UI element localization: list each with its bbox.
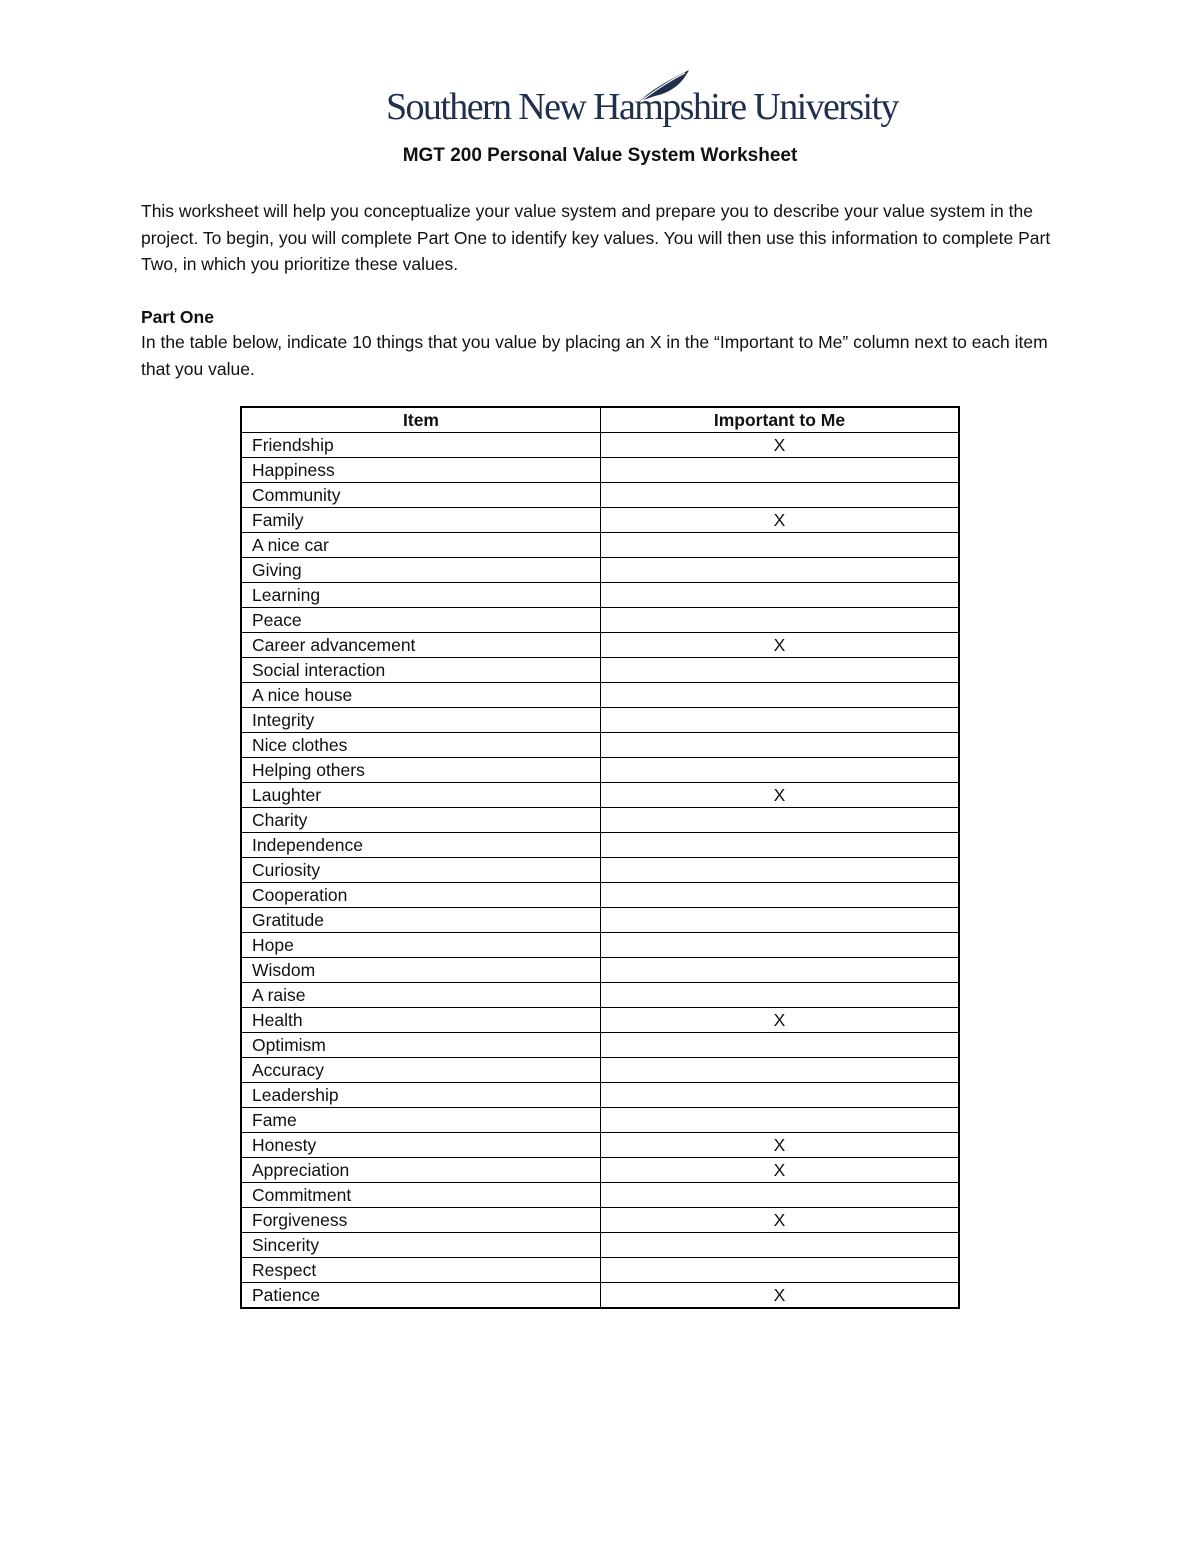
important-mark-cell: [601, 808, 960, 833]
item-cell: Learning: [241, 583, 601, 608]
important-mark-cell: X: [601, 508, 960, 533]
part-one-instructions: In the table below, indicate 10 things that you value by placing an X in the “Important to Me” column next to each item that you value.: [141, 332, 1048, 379]
table-row: [241, 983, 959, 1008]
item-cell: Giving: [241, 558, 601, 583]
item-cell: Accuracy: [241, 1058, 601, 1083]
table-row: [241, 933, 959, 958]
table-row: [241, 558, 959, 583]
important-mark-cell: X: [601, 1208, 960, 1233]
table-row: [241, 1233, 959, 1258]
table-row: [241, 658, 959, 683]
item-cell: Patience: [241, 1283, 601, 1309]
important-mark-cell: [601, 833, 960, 858]
table-row: [241, 433, 959, 458]
item-cell: Gratitude: [241, 908, 601, 933]
item-cell: Curiosity: [241, 858, 601, 883]
important-mark-cell: [601, 883, 960, 908]
item-cell: Career advancement: [241, 633, 601, 658]
item-cell: Hope: [241, 933, 601, 958]
important-mark-cell: [601, 483, 960, 508]
important-mark-cell: [601, 558, 960, 583]
item-cell: Leadership: [241, 1083, 601, 1108]
item-cell: Cooperation: [241, 883, 601, 908]
item-cell: Optimism: [241, 1033, 601, 1058]
important-mark-cell: [601, 733, 960, 758]
item-cell: Sincerity: [241, 1233, 601, 1258]
item-cell: Wisdom: [241, 958, 601, 983]
important-mark-cell: [601, 858, 960, 883]
item-cell: Community: [241, 483, 601, 508]
table-row: [241, 1158, 959, 1183]
important-mark-cell: [601, 908, 960, 933]
item-cell: Happiness: [241, 458, 601, 483]
important-mark-cell: [601, 1183, 960, 1208]
table-row: [241, 958, 959, 983]
item-cell: Helping others: [241, 758, 601, 783]
table-row: [241, 758, 959, 783]
header-item: Item: [241, 407, 601, 433]
item-cell: Nice clothes: [241, 733, 601, 758]
item-cell: Laughter: [241, 783, 601, 808]
important-mark-cell: X: [601, 1008, 960, 1033]
important-mark-cell: [601, 458, 960, 483]
values-table-body: [241, 433, 959, 1309]
important-mark-cell: [601, 708, 960, 733]
table-row: [241, 858, 959, 883]
important-mark-cell: [601, 658, 960, 683]
item-cell: Independence: [241, 833, 601, 858]
table-row: [241, 908, 959, 933]
item-cell: Respect: [241, 1258, 601, 1283]
important-mark-cell: [601, 1083, 960, 1108]
important-mark-cell: [601, 533, 960, 558]
table-row: [241, 1133, 959, 1158]
table-row: [241, 458, 959, 483]
table-row: [241, 1058, 959, 1083]
table-row: [241, 633, 959, 658]
table-row: [241, 583, 959, 608]
table-row: [241, 883, 959, 908]
important-mark-cell: [601, 1233, 960, 1258]
item-cell: Appreciation: [241, 1158, 601, 1183]
table-row: [241, 1083, 959, 1108]
item-cell: Peace: [241, 608, 601, 633]
important-mark-cell: X: [601, 783, 960, 808]
intro-paragraph: This worksheet will help you conceptualize your value system and prepare you to describe your value system in the project. To begin, you will complete Part One to identify key values. You will then use this information to complete Part Two, in which you prioritize these values.: [141, 201, 1051, 274]
important-mark-cell: [601, 933, 960, 958]
important-mark-cell: [601, 583, 960, 608]
table-row: [241, 508, 959, 533]
important-mark-cell: X: [601, 433, 960, 458]
table-row: [241, 733, 959, 758]
important-mark-cell: [601, 1033, 960, 1058]
part-one-heading: Part One: [141, 307, 214, 327]
item-cell: Family: [241, 508, 601, 533]
important-mark-cell: [601, 1258, 960, 1283]
table-row: [241, 1008, 959, 1033]
important-mark-cell: [601, 958, 960, 983]
header-important-to-me: Important to Me: [601, 407, 960, 433]
table-row: [241, 1283, 959, 1309]
table-row: [241, 1033, 959, 1058]
table-row: [241, 1183, 959, 1208]
table-row: [241, 1258, 959, 1283]
item-cell: Honesty: [241, 1133, 601, 1158]
important-mark-cell: [601, 683, 960, 708]
item-cell: A nice car: [241, 533, 601, 558]
table-row: [241, 708, 959, 733]
item-cell: A nice house: [241, 683, 601, 708]
important-mark-cell: X: [601, 1133, 960, 1158]
item-cell: Friendship: [241, 433, 601, 458]
table-row: [241, 483, 959, 508]
item-cell: Fame: [241, 1108, 601, 1133]
important-mark-cell: [601, 608, 960, 633]
item-cell: Forgiveness: [241, 1208, 601, 1233]
important-mark-cell: X: [601, 1283, 960, 1309]
table-header-row: [241, 407, 959, 433]
important-mark-cell: [601, 1058, 960, 1083]
item-cell: A raise: [241, 983, 601, 1008]
important-mark-cell: X: [601, 1158, 960, 1183]
item-cell: Integrity: [241, 708, 601, 733]
item-cell: Social interaction: [241, 658, 601, 683]
logo-wordmark: Southern New Hampshire University: [386, 86, 898, 128]
university-logo: [386, 68, 898, 136]
table-row: [241, 808, 959, 833]
item-cell: Charity: [241, 808, 601, 833]
table-row: [241, 833, 959, 858]
page-title: MGT 200 Personal Value System Worksheet: [402, 145, 798, 166]
important-mark-cell: [601, 758, 960, 783]
important-mark-cell: [601, 1108, 960, 1133]
table-row: [241, 783, 959, 808]
table-row: [241, 608, 959, 633]
important-mark-cell: [601, 983, 960, 1008]
item-cell: Commitment: [241, 1183, 601, 1208]
table-row: [241, 683, 959, 708]
values-table: [240, 406, 960, 1309]
item-cell: Health: [241, 1008, 601, 1033]
table-row: [241, 1208, 959, 1233]
table-row: [241, 1108, 959, 1133]
table-row: [241, 533, 959, 558]
important-mark-cell: X: [601, 633, 960, 658]
